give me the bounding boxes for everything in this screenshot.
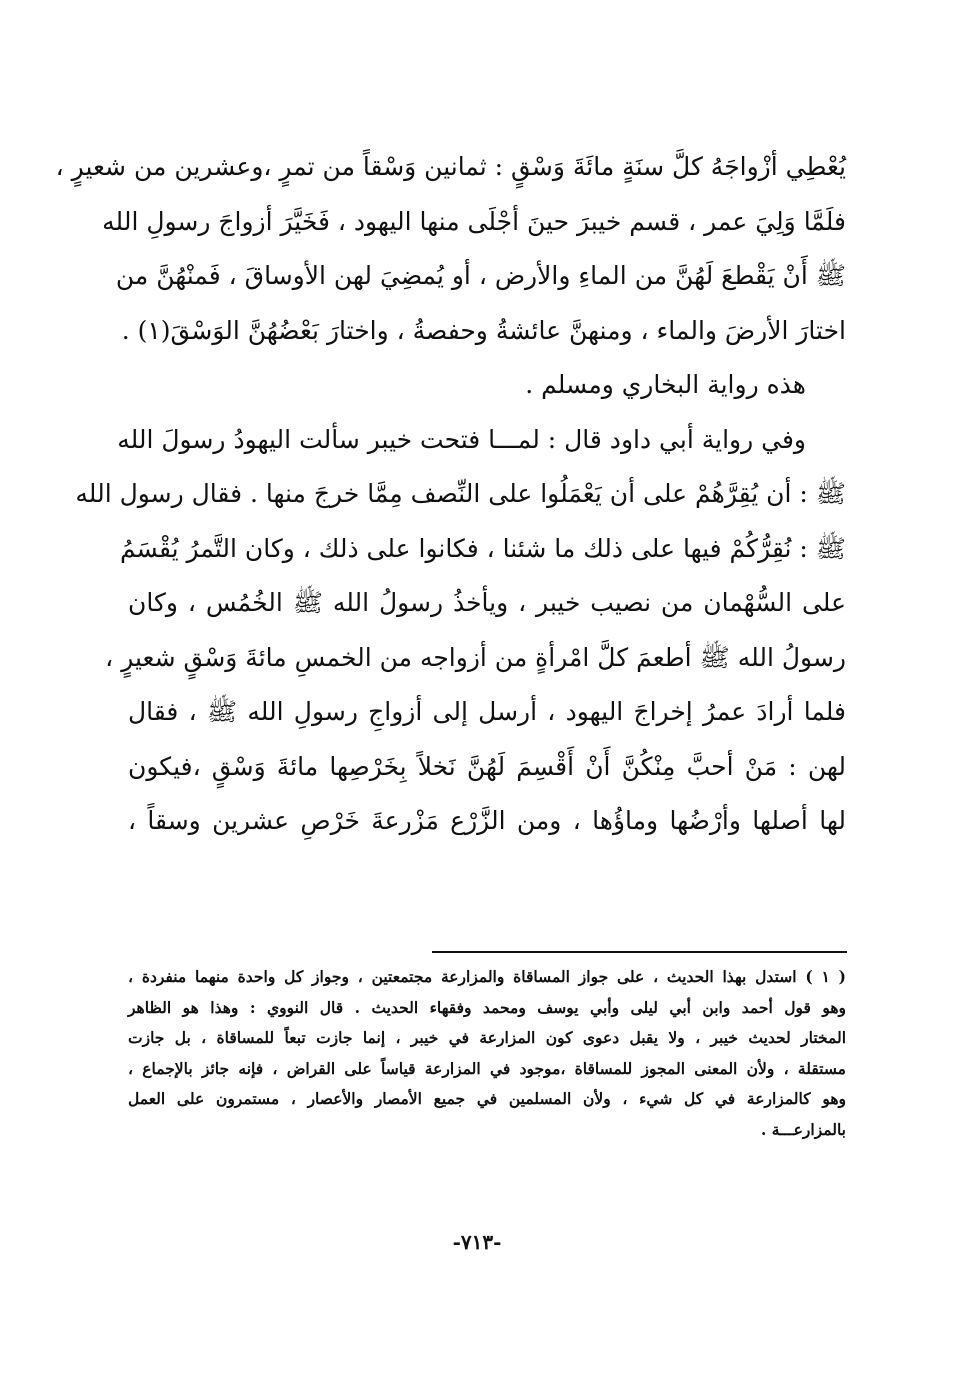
footnote-divider [432,951,847,953]
main-text [55,140,846,849]
footnote-line: مستقلة ، ولأن المعنى المجوز للمساقاة ،موجود في المزارعة قياساً على القراض ، فإنه جائز بالإجماع ، [128,1058,846,1078]
text-line: فلَمَّا وَلِيَ عمر ، قسم خيبرَ حينَ أجْلَى منها اليهود ، فَخَيَّرَ أزواجَ رسولِ الله [102,206,846,236]
text-line: لهن : مَنْ أحبَّ مِنْكُنَّ أَنْ أَقْسِمَ لَهُنَّ نَخلاً بِخَرْصِها مائةَ وَسْقٍ ،فيكون [128,751,846,781]
text-line: رسولُ الله ﷺ أطعمَ كلَّ امْرأةٍ من أزواجه من الخمسِ مائةَ وَسْقٍ شعيرٍ ، [105,642,846,672]
text-line: وفي رواية أبي داود قال : لمـــا فتحت خيبر سألت اليهودُ رسولَ الله [117,424,806,454]
footnote-line: بالمزارعـــة . [760,1119,846,1139]
text-line: على السُّهْمان من نصيب خيبر ، ويأخذُ رسولُ الله ﷺ الخُمُس ، وكان [128,588,846,617]
footnote-line: المختار لحديث خيبر ، ولا يقبل دعوى كون المزارعة في خيبر ، إنما جازت تبعاً للمساقاة ، بل جازت [128,1028,846,1047]
text-line: يُعْطِي أزْواجَهُ كلَّ سنَةٍ مائَةَ وَسْقٍ : ثمانين وَسْقاً من تمرٍ ،وعشرين من شعيرٍ ، [55,152,846,181]
footnote-line: وهو قول أحمد وابن أبي ليلى وأبي يوسف ومحمد وفقهاء الحديث . قال النووي : وهذا هو الظاهر [128,997,846,1017]
text-line: هذه رواية البخاري ومسلم . [525,370,806,399]
footnotes [128,962,846,1145]
text-line: اختارَ الأرضَ والماء ، ومنهنَّ عائشةُ وحفصةُ ، واختارَ بَعْضُهُنَّ الوَسْقَ(١) . [121,315,846,345]
footnote-line: وهو كالمزارعة في كل شيء ، ولأن المسلمين في جميع الأمصار والأعصار ، مستمرون على العمل [128,1089,846,1108]
text-line: لها أصلها وأرْضُها وماؤُها ، ومن الزَّرْع مَزْرعةَ خَرْصِ عشرين وسقاً ، [128,806,846,835]
text-line: ﷺ : نُقِرُّكُمْ فيها على ذلك ما شئنا ، فكانوا على ذلك ، وكان التَّمرُ يُقْسَمُ [120,533,846,563]
page-number: -٧١٣- [452,1230,502,1254]
footnote-line: ( ١ ) استدل بهذا الحديث ، على جواز المساقاة والمزارعة مجتمعتين ، وجواز كل واحدة منهما منفردة ، [128,967,846,986]
text-line: فلما أرادَ عمرُ إخراجَ اليهود ، أرسل إلى أزواجِ رسولِ الله ﷺ ، فقال [128,697,846,726]
text-line: ﷺ أَنْ يَقْطعَ لَهُنَّ من الماءِ والأرض ، أو يُمضِيَ لهن الأوساقَ ، فَمنْهُنَّ من [115,261,846,290]
text-line: ﷺ : أن يُقِرَّهُمْ على أن يَعْمَلُوا على النِّصف مِمَّا خرجَ منها . فقال رسول الله [75,479,846,508]
